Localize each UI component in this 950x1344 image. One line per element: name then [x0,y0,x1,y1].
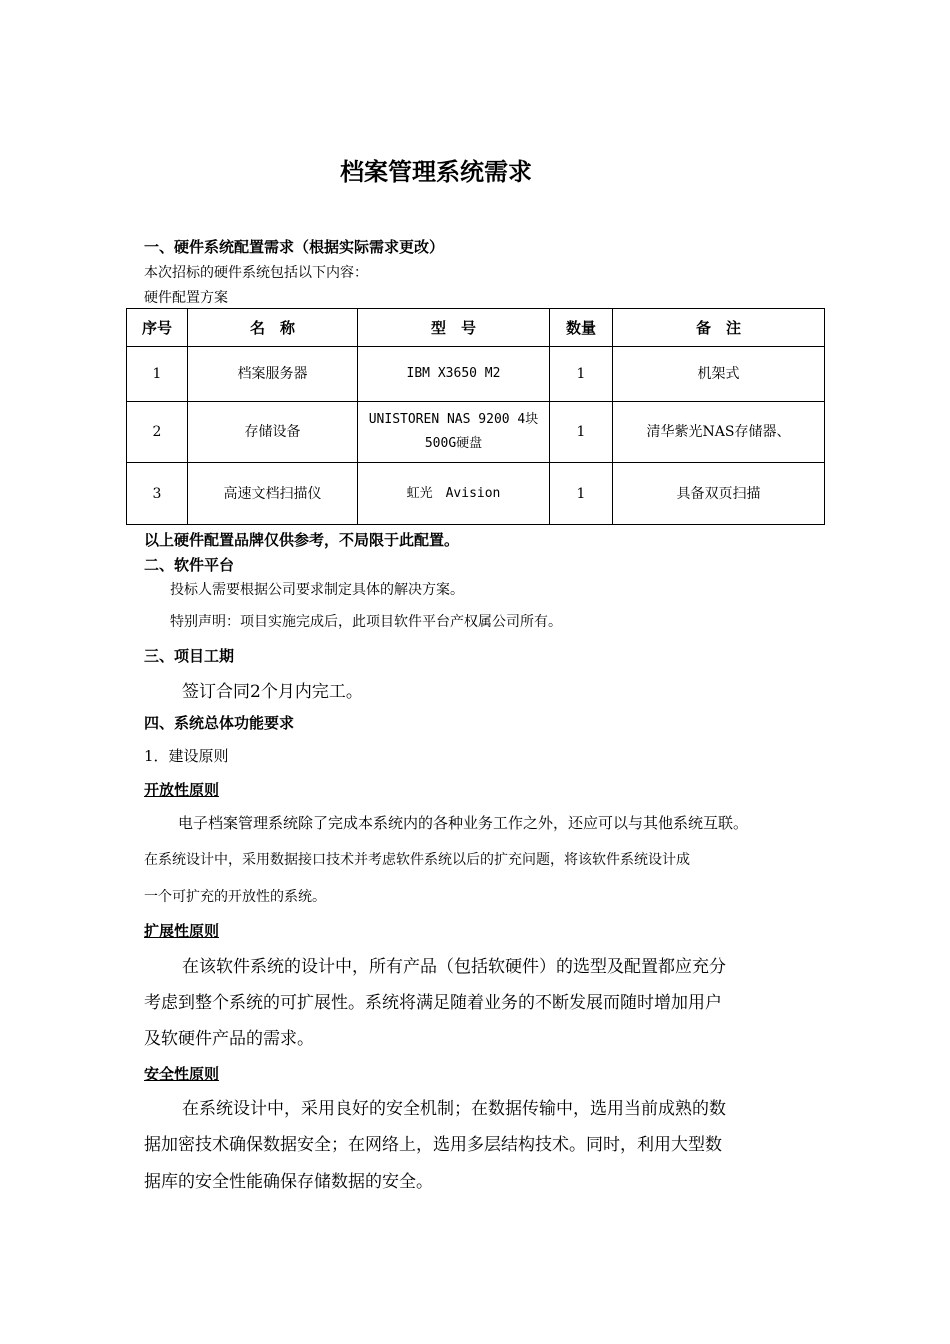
cell-quantity: 1 [550,347,613,402]
cell-remarks: 机架式 [613,347,825,402]
header-quantity: 数量 [550,309,613,347]
table-row [127,347,825,402]
openness-line-3: 一个可扩充的开放性的系统。 [144,889,326,905]
software-line-1: 投标人需要根据公司要求制定具体的解决方案。 [170,582,464,598]
cell-model: UNISTOREN NAS 9200 4块500G硬盘 [358,402,550,463]
construction-principles: 1．建设原则 [144,747,229,765]
security-line-2: 据加密技术确保数据安全；在网络上，选用多层结构技术。同时，利用大型数 [144,1135,722,1155]
cell-name: 档案服务器 [188,347,358,402]
table-row [127,402,825,463]
section-heading-functions: 四、系统总体功能要求 [144,714,295,732]
hardware-subtitle: 硬件配置方案 [144,290,228,306]
cell-quantity: 1 [550,402,613,463]
extensibility-line-2: 考虑到整个系统的可扩展性。系统将满足随着业务的不断发展而随时增加用户 [144,993,722,1013]
page-title: 档案管理系统需求 [340,158,532,186]
header-index: 序号 [127,309,188,347]
section-heading-hardware: 一、硬件系统配置需求（根据实际需求更改） [144,238,445,256]
security-line-3: 据库的安全性能确保存储数据的安全。 [144,1172,433,1192]
extensibility-line-1: 在该软件系统的设计中，所有产品（包括软硬件）的选型及配置都应充分 [182,957,726,977]
hardware-table [126,308,825,525]
section-heading-software: 二、软件平台 [144,556,235,574]
cell-model: IBM X3650 M2 [358,347,550,402]
cell-index: 2 [127,402,188,463]
cell-quantity: 1 [550,463,613,525]
cell-name: 高速文档扫描仪 [188,463,358,525]
cell-index: 3 [127,463,188,525]
security-line-1: 在系统设计中，采用良好的安全机制；在数据传输中，选用当前成熟的数 [182,1099,726,1119]
cell-model: 虹光 Avision [358,463,550,525]
schedule-line: 签订合同2个月内完工。 [182,682,363,702]
table-header-row [127,309,825,347]
openness-line-2: 在系统设计中，采用数据接口技术并考虑软件系统以后的扩充问题，将该软件系统设计成 [144,852,690,868]
hardware-note: 以上硬件配置品牌仅供参考，不局限于此配置。 [144,531,460,549]
extensibility-line-3: 及软硬件产品的需求。 [144,1029,314,1049]
cell-name: 存储设备 [188,402,358,463]
heading-security: 安全性原则 [144,1065,220,1083]
cell-remarks: 清华紫光NAS存储器、 [613,402,825,463]
openness-line-1: 电子档案管理系统除了完成本系统内的各种业务工作之外，还应可以与其他系统互联。 [178,814,749,832]
cell-remarks: 具备双页扫描 [613,463,825,525]
table-row [127,463,825,525]
section-heading-schedule: 三、项目工期 [144,647,235,665]
header-remarks: 备 注 [613,309,825,347]
heading-openness: 开放性原则 [144,781,220,799]
software-line-2: 特别声明：项目实施完成后，此项目软件平台产权属公司所有。 [170,614,562,630]
hardware-intro: 本次招标的硬件系统包括以下内容： [144,265,368,281]
header-model: 型 号 [358,309,550,347]
heading-extensibility: 扩展性原则 [144,922,220,940]
header-name: 名 称 [188,309,358,347]
cell-index: 1 [127,347,188,402]
